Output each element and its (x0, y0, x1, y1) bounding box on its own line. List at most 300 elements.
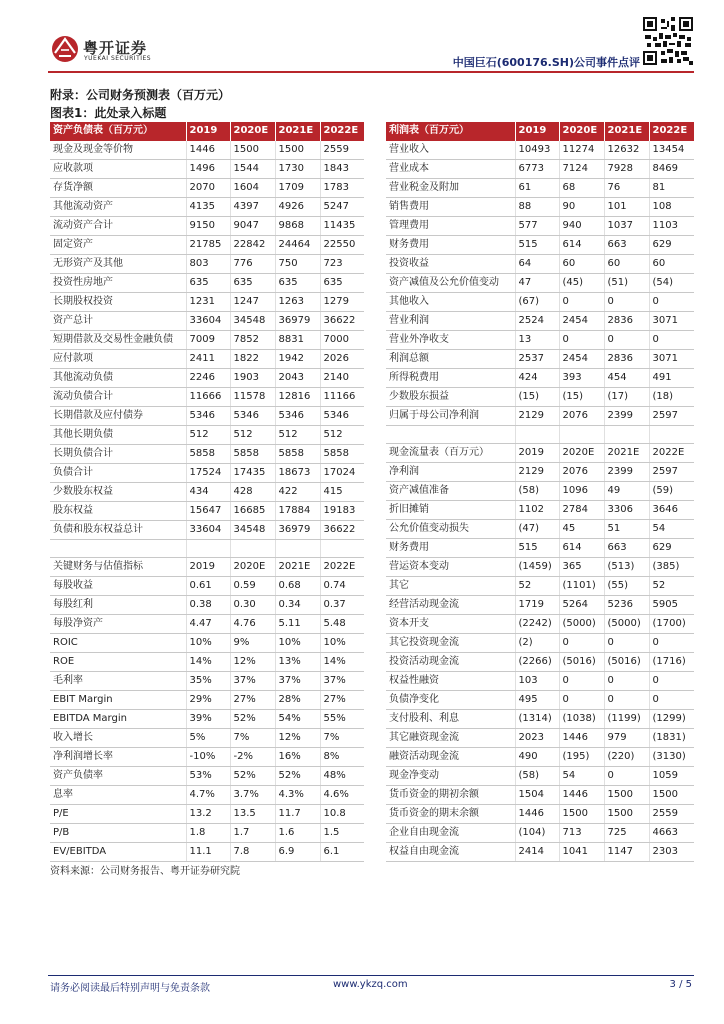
row-value: (220) (604, 748, 649, 767)
row-label: 固定资产 (50, 235, 186, 254)
table-row (386, 444, 694, 463)
row-label: 其他收入 (386, 292, 515, 311)
row-label: 资产减值及公允价值变动 (386, 273, 515, 292)
row-label: 其它融资现金流 (386, 729, 515, 748)
row-value: 940 (559, 216, 604, 235)
row-label: 关键财务与估值指标 (50, 558, 186, 577)
row-value: 6773 (515, 159, 559, 178)
row-value: 2020E (230, 558, 275, 577)
table-row (50, 292, 364, 311)
row-value: 5346 (230, 406, 275, 425)
row-value: 103 (515, 672, 559, 691)
row-label: 投资收益 (386, 254, 515, 273)
row-value: (513) (604, 558, 649, 577)
table-row (50, 615, 364, 634)
row-value: 0 (649, 292, 694, 311)
row-label: 营业税金及附加 (386, 178, 515, 197)
row-value (186, 539, 230, 558)
row-value: 90 (559, 197, 604, 216)
row-value (275, 539, 320, 558)
row-value: 5858 (320, 444, 364, 463)
row-value: 1.8 (186, 824, 230, 843)
row-value: 5858 (186, 444, 230, 463)
row-value: 12816 (275, 387, 320, 406)
row-value: 663 (604, 539, 649, 558)
table-row (50, 653, 364, 672)
row-value: 29% (186, 691, 230, 710)
table-row (50, 596, 364, 615)
table-row (50, 349, 364, 368)
table-row (386, 141, 694, 160)
row-label: 长期借款及应付债券 (50, 406, 186, 425)
row-label: P/B (50, 824, 186, 843)
row-value: 7% (320, 729, 364, 748)
table-row (50, 387, 364, 406)
row-value: 512 (320, 425, 364, 444)
row-value: (2) (515, 634, 559, 653)
row-label: 折旧摊销 (386, 501, 515, 520)
row-value: 2129 (515, 406, 559, 425)
table-row (50, 197, 364, 216)
row-value: 0.61 (186, 577, 230, 596)
row-value: (195) (559, 748, 604, 767)
row-value: 5858 (230, 444, 275, 463)
row-label: 负债净变化 (386, 691, 515, 710)
table-row (50, 141, 364, 160)
row-value: 14% (186, 653, 230, 672)
row-value: 1500 (649, 786, 694, 805)
row-value: 18673 (275, 463, 320, 482)
row-value: 3306 (604, 501, 649, 520)
row-label: 短期借款及交易性金融负债 (50, 330, 186, 349)
row-value: 24464 (275, 235, 320, 254)
row-label: 利润总额 (386, 349, 515, 368)
row-value: 365 (559, 558, 604, 577)
row-value: 21785 (186, 235, 230, 254)
row-label: 资产总计 (50, 311, 186, 330)
table-row (50, 463, 364, 482)
table-row (386, 235, 694, 254)
row-label: 少数股东损益 (386, 387, 515, 406)
table-row (50, 330, 364, 349)
row-value: 512 (230, 425, 275, 444)
row-value: 577 (515, 216, 559, 235)
row-value: 1903 (230, 368, 275, 387)
row-value (559, 425, 604, 444)
row-value: 47 (515, 273, 559, 292)
table-row (386, 824, 694, 843)
row-value (515, 425, 559, 444)
row-value: 2836 (604, 349, 649, 368)
table-row (50, 216, 364, 235)
row-value: 614 (559, 235, 604, 254)
row-value: 13 (515, 330, 559, 349)
table-row (50, 311, 364, 330)
row-value: 16685 (230, 501, 275, 520)
row-value: 1446 (186, 141, 230, 160)
table-row (386, 653, 694, 672)
table-row (50, 178, 364, 197)
table-row (386, 178, 694, 197)
row-value: 0.30 (230, 596, 275, 615)
row-value: 2070 (186, 178, 230, 197)
row-value: 7% (230, 729, 275, 748)
row-value: 2399 (604, 406, 649, 425)
row-value: 7.8 (230, 843, 275, 862)
row-value: (1038) (559, 710, 604, 729)
row-value: 4135 (186, 197, 230, 216)
row-label: 流动负债合计 (50, 387, 186, 406)
row-value: 16% (275, 748, 320, 767)
row-label (50, 539, 186, 558)
row-value (230, 539, 275, 558)
row-value: (5000) (604, 615, 649, 634)
row-value: 0.68 (275, 577, 320, 596)
table-row (386, 710, 694, 729)
row-value: 635 (275, 273, 320, 292)
row-value: 36622 (320, 311, 364, 330)
table-row (386, 805, 694, 824)
row-value: 0 (559, 330, 604, 349)
row-value: (58) (515, 482, 559, 501)
row-label: 其他流动资产 (50, 197, 186, 216)
row-value: 1496 (186, 159, 230, 178)
row-value: 1446 (559, 786, 604, 805)
row-value: 629 (649, 235, 694, 254)
row-value: 17024 (320, 463, 364, 482)
row-value: 0 (604, 672, 649, 691)
report-title: 中国巨石(600176.SH)公司事件点评 (452, 56, 640, 69)
row-value: 5346 (320, 406, 364, 425)
row-value: 0 (559, 691, 604, 710)
row-value: 61 (515, 178, 559, 197)
company-logo[interactable] (50, 34, 175, 68)
row-value: 9150 (186, 216, 230, 235)
qr-code-icon (643, 17, 693, 65)
income-cashflow-table (386, 122, 694, 862)
row-value: (67) (515, 292, 559, 311)
row-value: 1504 (515, 786, 559, 805)
website-link[interactable]: www.ykzq.com (333, 979, 408, 990)
row-label: 少数股东权益 (50, 482, 186, 501)
row-value: 37% (275, 672, 320, 691)
row-value: 15647 (186, 501, 230, 520)
table-row (386, 216, 694, 235)
row-value: 52 (515, 577, 559, 596)
row-value: (1199) (604, 710, 649, 729)
row-value: 2414 (515, 843, 559, 862)
row-label: EBIT Margin (50, 691, 186, 710)
row-value: 5247 (320, 197, 364, 216)
row-value: 27% (230, 691, 275, 710)
row-value: 101 (604, 197, 649, 216)
row-value: 13454 (649, 141, 694, 160)
row-value: 2026 (320, 349, 364, 368)
row-value: 0 (649, 672, 694, 691)
table-row (386, 748, 694, 767)
row-label: 货币资金的期末余额 (386, 805, 515, 824)
row-value: 0 (604, 691, 649, 710)
row-value: 8469 (649, 159, 694, 178)
row-label: 营业利润 (386, 311, 515, 330)
row-value: 2559 (649, 805, 694, 824)
table-row (50, 558, 364, 577)
row-value: 1446 (559, 729, 604, 748)
row-value: 52% (230, 710, 275, 729)
row-label: 流动资产合计 (50, 216, 186, 235)
row-value: 3071 (649, 349, 694, 368)
row-value: 725 (604, 824, 649, 843)
row-value: 629 (649, 539, 694, 558)
row-label: 净利润增长率 (50, 748, 186, 767)
row-value: 108 (649, 197, 694, 216)
row-value: 68 (559, 178, 604, 197)
row-value: 4.7% (186, 786, 230, 805)
row-value: 11.7 (275, 805, 320, 824)
table-row (50, 786, 364, 805)
table-row (50, 235, 364, 254)
table-row (50, 368, 364, 387)
row-value: 1263 (275, 292, 320, 311)
row-value: 1500 (230, 141, 275, 160)
table-row (50, 748, 364, 767)
table-row (386, 634, 694, 653)
table-row (386, 729, 694, 748)
row-value: 1247 (230, 292, 275, 311)
table-row (386, 292, 694, 311)
row-value: (51) (604, 273, 649, 292)
row-label: 毛利率 (50, 672, 186, 691)
row-value: (17) (604, 387, 649, 406)
row-value: 0 (559, 292, 604, 311)
row-label: 负债合计 (50, 463, 186, 482)
row-label: 财务费用 (386, 235, 515, 254)
table-row (386, 767, 694, 786)
row-label: 现金净变动 (386, 767, 515, 786)
row-value: 1500 (604, 805, 649, 824)
row-value: 81 (649, 178, 694, 197)
row-value: 422 (275, 482, 320, 501)
row-value: 415 (320, 482, 364, 501)
row-value: 2597 (649, 406, 694, 425)
table-row (386, 520, 694, 539)
table-header-year: 2021E (604, 122, 649, 141)
row-value: 4663 (649, 824, 694, 843)
row-value: 11274 (559, 141, 604, 160)
row-label: 归属于母公司净利润 (386, 406, 515, 425)
row-value (649, 425, 694, 444)
row-value: 803 (186, 254, 230, 273)
table-header-year: 2020E (230, 122, 275, 141)
row-label: 营业外净收支 (386, 330, 515, 349)
row-value: (15) (515, 387, 559, 406)
row-value: 515 (515, 235, 559, 254)
table-row (386, 254, 694, 273)
table-row (50, 805, 364, 824)
row-label: 长期股权投资 (50, 292, 186, 311)
table-row (386, 615, 694, 634)
row-value: 54 (649, 520, 694, 539)
row-value: (47) (515, 520, 559, 539)
row-value: 2043 (275, 368, 320, 387)
row-label (386, 425, 515, 444)
row-value: 28% (275, 691, 320, 710)
row-value: 45 (559, 520, 604, 539)
row-label: ROIC (50, 634, 186, 653)
row-value: (58) (515, 767, 559, 786)
row-value: 0 (559, 634, 604, 653)
row-value: 49 (604, 482, 649, 501)
row-value: 9047 (230, 216, 275, 235)
row-value: 37% (230, 672, 275, 691)
row-value: 1500 (559, 805, 604, 824)
row-value: 4397 (230, 197, 275, 216)
row-value: 750 (275, 254, 320, 273)
row-value: 1500 (275, 141, 320, 160)
row-value: 6.9 (275, 843, 320, 862)
row-value: (54) (649, 273, 694, 292)
row-value: -2% (230, 748, 275, 767)
row-value: 5236 (604, 596, 649, 615)
row-label: 营业成本 (386, 159, 515, 178)
row-value: 54 (559, 767, 604, 786)
row-value: 6.1 (320, 843, 364, 862)
table-row (386, 368, 694, 387)
row-label: 财务费用 (386, 539, 515, 558)
row-value: 1843 (320, 159, 364, 178)
row-value: (59) (649, 482, 694, 501)
table-header-year: 2021E (275, 122, 320, 141)
table-row (386, 311, 694, 330)
footer-divider (48, 975, 694, 976)
row-value: 2129 (515, 463, 559, 482)
row-value: 2399 (604, 463, 649, 482)
table-row (386, 482, 694, 501)
row-value: 614 (559, 539, 604, 558)
row-value: (385) (649, 558, 694, 577)
row-value: 2559 (320, 141, 364, 160)
table-row (386, 387, 694, 406)
row-label: 应收款项 (50, 159, 186, 178)
table-row (386, 843, 694, 862)
row-label: 息率 (50, 786, 186, 805)
row-value: 1719 (515, 596, 559, 615)
row-value: 454 (604, 368, 649, 387)
row-value: 17524 (186, 463, 230, 482)
row-label: EBITDA Margin (50, 710, 186, 729)
row-value: 33604 (186, 311, 230, 330)
row-value: 4926 (275, 197, 320, 216)
row-value: 54% (275, 710, 320, 729)
row-value: 10% (275, 634, 320, 653)
row-value: 5.11 (275, 615, 320, 634)
row-value: 1102 (515, 501, 559, 520)
row-value: 2022E (320, 558, 364, 577)
row-value: 5858 (275, 444, 320, 463)
row-value: 76 (604, 178, 649, 197)
row-value: 11.1 (186, 843, 230, 862)
row-value: 0 (559, 672, 604, 691)
row-value: 2303 (649, 843, 694, 862)
row-value: 1730 (275, 159, 320, 178)
row-value: (2242) (515, 615, 559, 634)
row-value: 1822 (230, 349, 275, 368)
row-value: 4.3% (275, 786, 320, 805)
row-label: 公允价值变动损失 (386, 520, 515, 539)
row-label: 销售费用 (386, 197, 515, 216)
row-label: 管理费用 (386, 216, 515, 235)
row-value: 1041 (559, 843, 604, 862)
row-value: 13.5 (230, 805, 275, 824)
row-value: 34548 (230, 520, 275, 539)
row-value: 64 (515, 254, 559, 273)
row-value: 3.7% (230, 786, 275, 805)
row-value: 2537 (515, 349, 559, 368)
row-value: 11666 (186, 387, 230, 406)
row-value: 2597 (649, 463, 694, 482)
row-value: (104) (515, 824, 559, 843)
table-row (50, 482, 364, 501)
table-header-label: 资产负债表（百万元） (50, 122, 186, 141)
table-header-row (50, 122, 364, 141)
row-value: 1446 (515, 805, 559, 824)
row-value: 2076 (559, 406, 604, 425)
table-row (50, 273, 364, 292)
row-value: 7000 (320, 330, 364, 349)
table-row (386, 786, 694, 805)
row-value: 4.6% (320, 786, 364, 805)
row-value: 1059 (649, 767, 694, 786)
row-value: (1831) (649, 729, 694, 748)
table-row (50, 425, 364, 444)
table-row (50, 444, 364, 463)
row-label: 现金及现金等价物 (50, 141, 186, 160)
row-value (604, 425, 649, 444)
row-value: 11578 (230, 387, 275, 406)
row-value: (1299) (649, 710, 694, 729)
row-value: 424 (515, 368, 559, 387)
row-value: 7124 (559, 159, 604, 178)
row-value: 37% (320, 672, 364, 691)
table-row (50, 539, 364, 558)
table-row (386, 577, 694, 596)
row-value: 635 (230, 273, 275, 292)
row-value: 17884 (275, 501, 320, 520)
table-header-row (386, 122, 694, 141)
row-value: 12% (230, 653, 275, 672)
row-value: 4.76 (230, 615, 275, 634)
row-value: 36979 (275, 520, 320, 539)
row-value: 55% (320, 710, 364, 729)
disclaimer-link[interactable]: 请务必阅读最后特别声明与免责条款 (50, 983, 210, 994)
row-value: 2454 (559, 311, 604, 330)
row-value: 7852 (230, 330, 275, 349)
table-header-year: 2020E (559, 122, 604, 141)
row-value: 2140 (320, 368, 364, 387)
row-value: 491 (649, 368, 694, 387)
row-value: (3130) (649, 748, 694, 767)
table-row (50, 767, 364, 786)
row-value: 1709 (275, 178, 320, 197)
row-value: 512 (186, 425, 230, 444)
table-row (50, 406, 364, 425)
row-label: 其他长期负债 (50, 425, 186, 444)
row-value: 0 (649, 634, 694, 653)
row-value: 2076 (559, 463, 604, 482)
row-value: 12632 (604, 141, 649, 160)
row-value: 5905 (649, 596, 694, 615)
row-value: 2021E (275, 558, 320, 577)
